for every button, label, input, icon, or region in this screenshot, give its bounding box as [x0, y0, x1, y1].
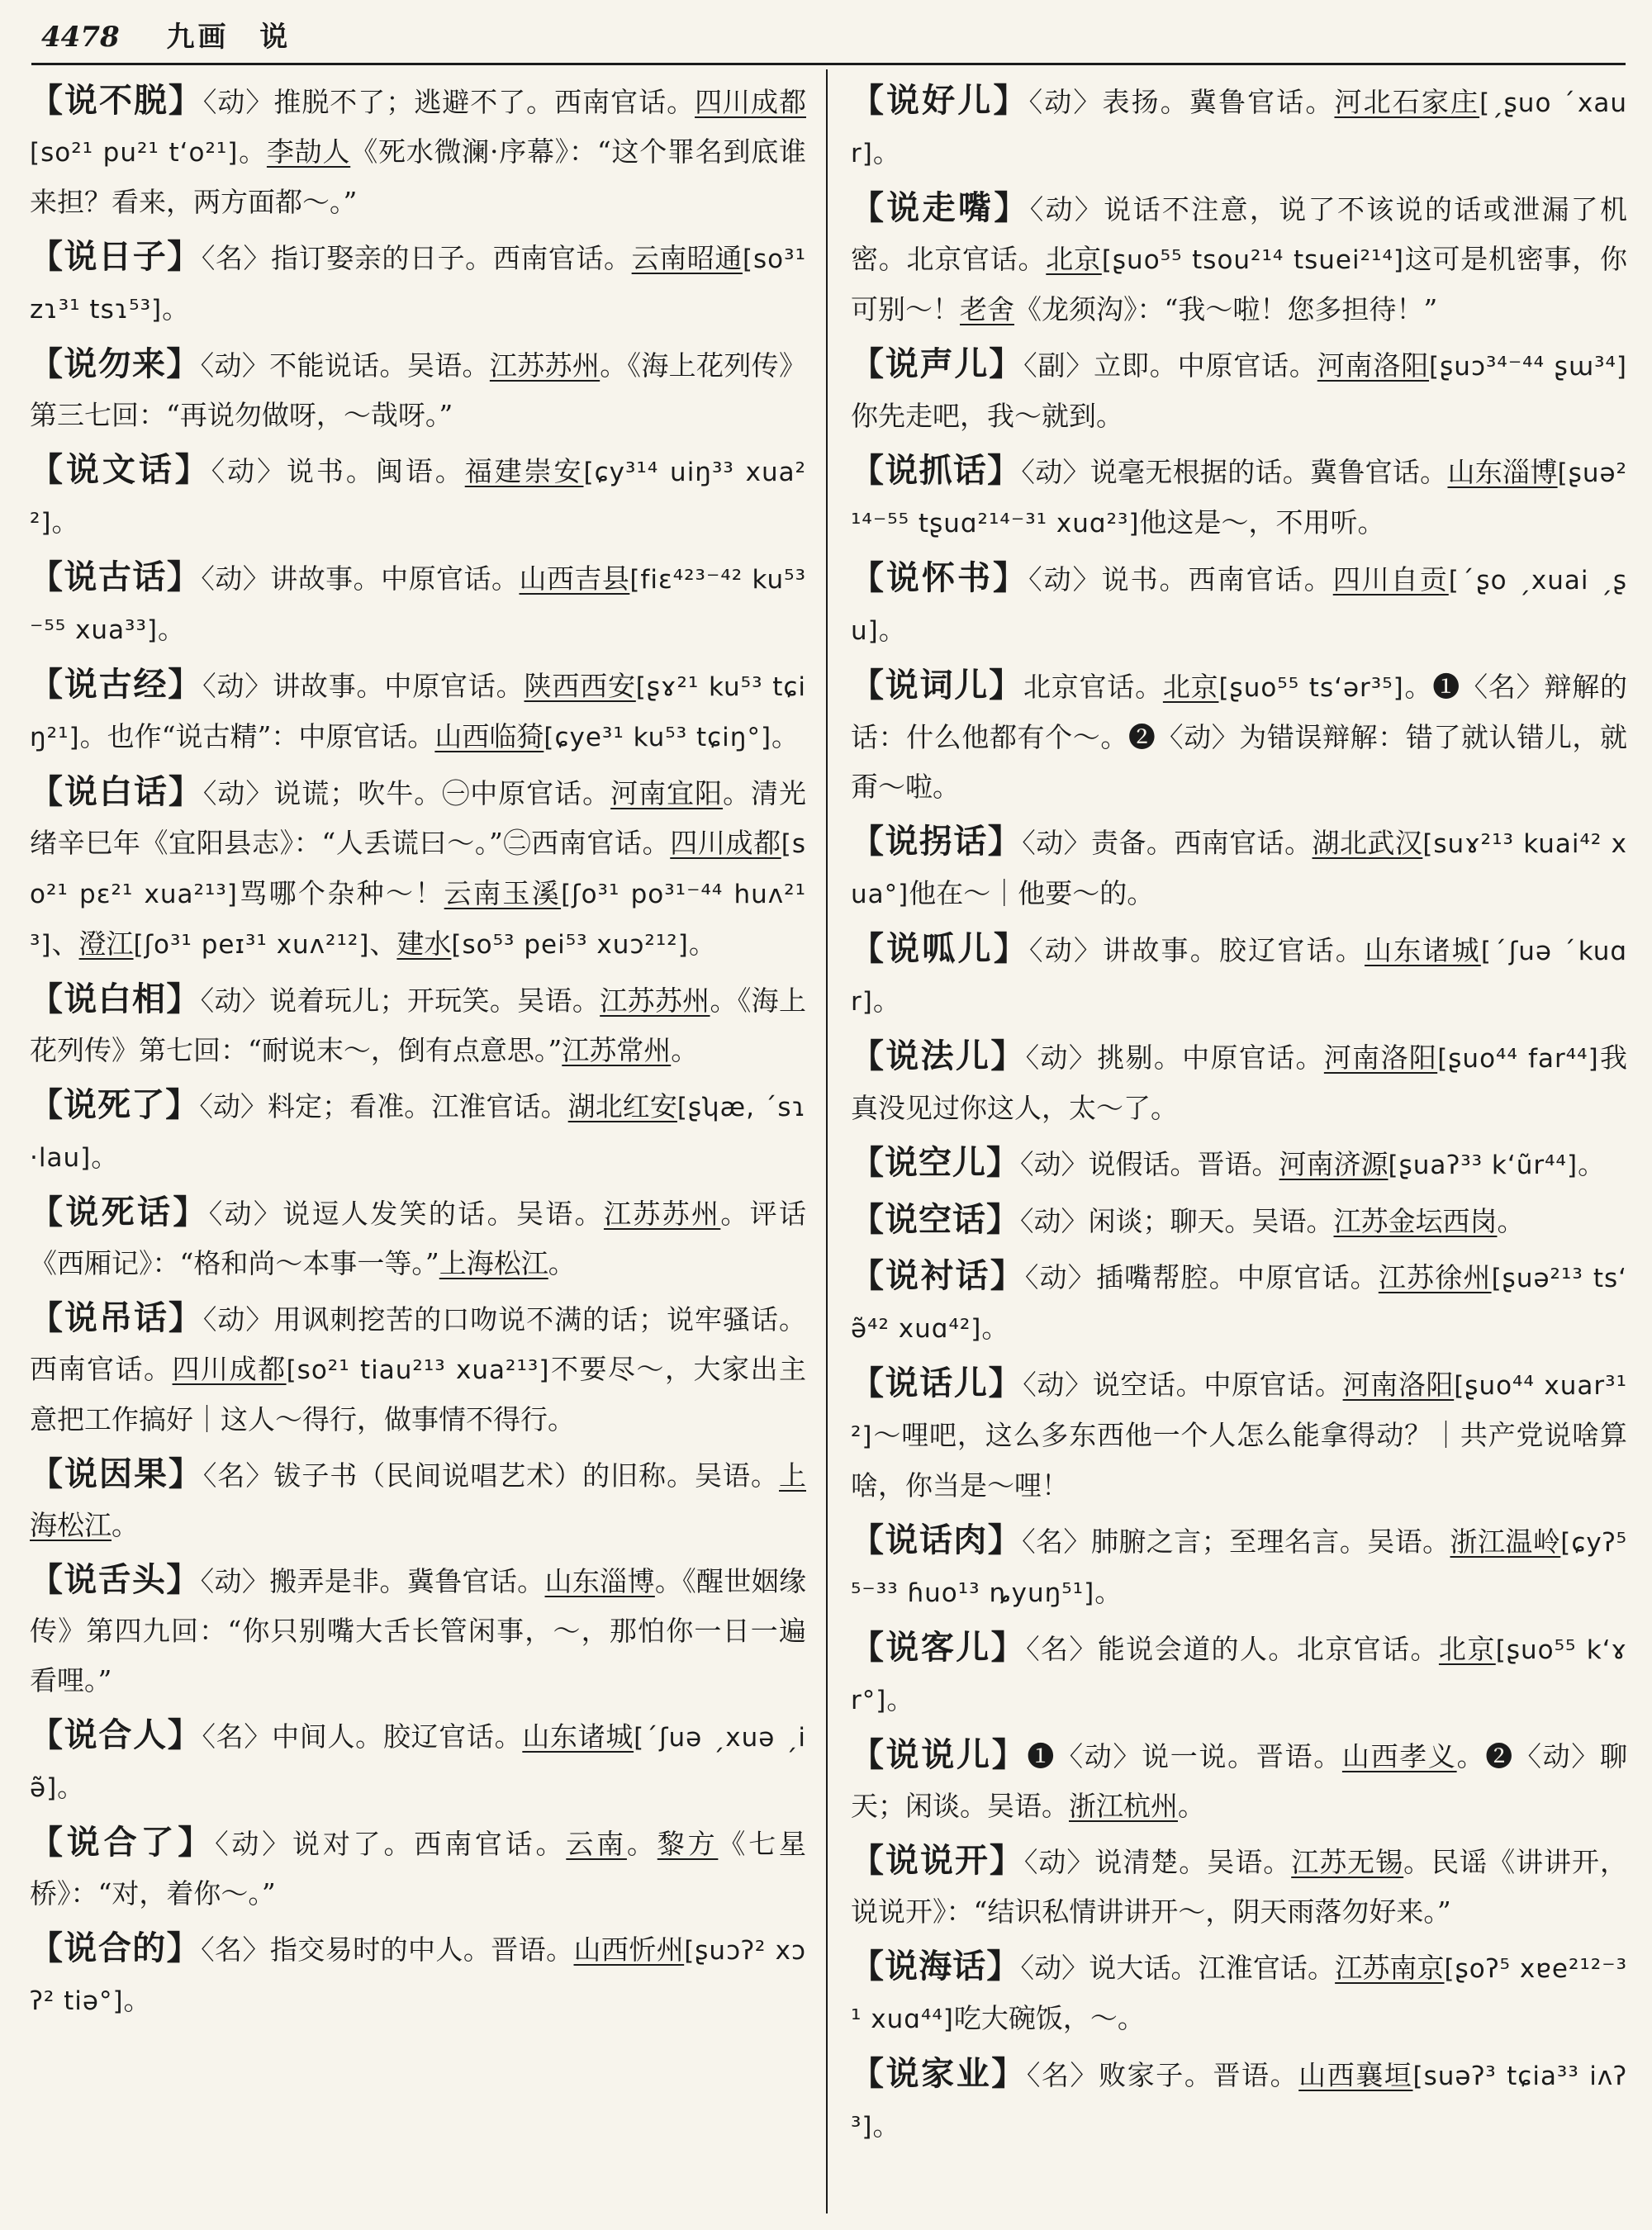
column-divider — [826, 69, 828, 2213]
phonetic-transcription: [ʂuə²¹³ tsʻə̃⁴² xuɑ⁴²] — [851, 1264, 1627, 1344]
right-column — [851, 76, 1627, 2215]
definition-text: 〈动〉推脱不了；逃避不了。西南官话。 — [202, 86, 695, 118]
place-name: 北京 — [1162, 671, 1219, 703]
header-rule — [31, 63, 1626, 65]
headword: 【说怀书】 — [851, 558, 1029, 597]
phonetic-transcription: [so²¹ tiau²¹³ xua²¹³] — [286, 1355, 550, 1385]
place-name: 河北石家庄 — [1334, 86, 1480, 118]
dictionary-entry — [851, 1623, 1627, 1725]
definition-text: 〈名〉败家子。晋语。 — [1026, 2059, 1299, 2091]
phonetic-transcription: [ˊʃuə ˏxuə ˏiə̃] — [30, 1723, 806, 1803]
headword: 【说衬话】 — [851, 1256, 1025, 1295]
definition-text: 。清光绪辛巳年《宜阳县志》：“人丢谎曰～。”㊁西南官话。 — [30, 777, 806, 859]
dictionary-entry — [30, 1450, 806, 1550]
definition-text: 。 — [1497, 1205, 1525, 1237]
place-name: 江苏徐州 — [1378, 1261, 1492, 1293]
headword: 【说不脱】 — [30, 81, 203, 120]
place-name: 江苏常州 — [562, 1034, 672, 1066]
dictionary-entry — [851, 553, 1627, 656]
place-name: 河南宜阳 — [610, 777, 724, 809]
definition-text: 〈名〉指交易时的中人。晋语。 — [201, 1933, 574, 1966]
headword: 【说说儿】 — [851, 1735, 1028, 1774]
definition-text: ～哩吧，这么多东西他一个人怎么能拿得动？｜共产党说啥算啥，你当是～哩！ — [851, 1419, 1627, 1502]
headword: 【说日子】 — [30, 237, 202, 276]
definition-text: 不要尽～，大家出主意把工作搞好｜这人～得行，做事情不得行。 — [30, 1353, 806, 1435]
definition-text: 〈动〉说话不注意，说了不该说的话或泄漏了机密。北京官话。 — [851, 193, 1627, 275]
headword: 【说话儿】 — [851, 1364, 1023, 1402]
headword: 【说死了】 — [30, 1085, 200, 1124]
phonetic-transcription: [ɕye³¹ ku⁵³ tɕiŋ°] — [544, 723, 772, 752]
dictionary-entry — [851, 183, 1627, 334]
definition-text: 〈动〉讲故事。胶辽官话。 — [1029, 934, 1365, 966]
definition-text: 。❷〈动〉聊天；闲谈。吴语。 — [851, 1740, 1627, 1822]
definition-text: 。 — [123, 1984, 151, 2016]
dictionary-entry — [30, 76, 806, 227]
definition-text: 《龙须沟》：“我～啦！您多担待！” — [1014, 293, 1438, 325]
definition-text: 〈动〉讲故事。中原官话。 — [201, 562, 520, 595]
definition-text: 〈动〉料定；看准。江淮官话。 — [199, 1090, 568, 1122]
place-name: 河南济源 — [1279, 1148, 1389, 1180]
dictionary-entry — [851, 2049, 1627, 2152]
phonetic-transcription: [ʂuo⁴⁴ xuar³¹²] — [851, 1371, 1627, 1451]
phonetic-transcription: [ʂuo⁵⁵ tsou²¹⁴ tsuei²¹⁴] — [1101, 245, 1404, 275]
dictionary-entry — [851, 339, 1627, 441]
section-character: 说 — [259, 21, 288, 54]
dictionary-entry — [30, 1080, 806, 1183]
headword: 【说家业】 — [851, 2054, 1027, 2093]
definition-text: 。 — [158, 613, 186, 645]
definition-text: 我真没见过你这人，太～了。 — [851, 1041, 1627, 1124]
phonetic-transcription: [ˊʃuə ˊkuɑr] — [851, 937, 1627, 1017]
place-name: 山西忻州 — [573, 1933, 685, 1966]
place-name: 江苏苏州 — [489, 349, 601, 382]
phonetic-transcription: [so³¹ zɿ³¹ tsɿ⁵³] — [30, 244, 806, 325]
dictionary-entry — [30, 1818, 806, 1919]
definition-text: 〈动〉表扬。冀鲁官话。 — [1028, 86, 1335, 118]
definition-text: 。 — [91, 1141, 119, 1173]
headword: 【说呱儿】 — [851, 929, 1030, 968]
place-name: 四川成都 — [695, 86, 806, 118]
headword: 【说合了】 — [30, 1823, 216, 1862]
phonetic-transcription: [ʃo³¹ peɪ³¹ xuʌ²¹²] — [133, 930, 370, 960]
definition-text: 。《海上花列传》第七回：“耐说末～，倒有点意思。” — [30, 985, 806, 1066]
definition-text: 。 — [872, 136, 900, 168]
place-name: 北京 — [1046, 243, 1102, 275]
phonetic-transcription: [suəʔ³ tɕia³³ iʌʔ³] — [851, 2062, 1627, 2142]
dictionary-entry — [851, 1251, 1627, 1354]
definition-text: 。 — [886, 1683, 914, 1715]
definition-text: 〈名〉中间人。胶辽官话。 — [202, 1720, 523, 1753]
place-name: 山西襄垣 — [1298, 2059, 1413, 2091]
definition-text: 。 — [51, 505, 79, 538]
headword: 【说合人】 — [30, 1715, 202, 1754]
place-name: 河南洛阳 — [1342, 1369, 1455, 1401]
place-name: 黎方 — [657, 1828, 719, 1860]
definition-text: 。 — [872, 985, 900, 1017]
headword: 【说白话】 — [30, 772, 203, 811]
dictionary-entry — [30, 232, 806, 334]
dictionary-entry — [851, 76, 1627, 178]
definition-text: “这个罪名到底谁来担？看来，两方面都～。” — [30, 135, 806, 218]
phonetic-transcription: [so²¹ pɛ²¹ xua²¹³] — [30, 829, 806, 909]
phonetic-transcription: [ɕy³¹⁴ uiŋ³³ xua²²] — [30, 458, 806, 538]
definition-text: 《七星桥》：“对，着你～。” — [30, 1828, 806, 1910]
definition-text: 。 — [1178, 1790, 1205, 1822]
headword: 【说抓话】 — [851, 451, 1022, 490]
headword: 【说海话】 — [851, 1947, 1021, 1986]
definition-text: 〈动〉说清楚。吴语。 — [1023, 1846, 1292, 1878]
definition-text: 吃大碗饭，～。 — [953, 2002, 1145, 2034]
headword: 【说死话】 — [30, 1193, 209, 1231]
definition-text: 〈动〉说逗人发笑的话。吴语。 — [208, 1198, 604, 1230]
dictionary-entry — [851, 1359, 1627, 1511]
definition-text: 〈动〉讲故事。中原官话。 — [202, 670, 525, 702]
place-name: 上海松江 — [439, 1247, 548, 1279]
definition-text: 〈动〉说空话。中原官话。 — [1023, 1369, 1343, 1401]
place-name: 云南昭通 — [631, 242, 743, 274]
definition-text: 〈名〉钹子书（民间说唱艺术）的旧称。吴语。 — [202, 1459, 780, 1492]
dictionary-entry — [851, 1138, 1627, 1190]
place-name: 四川成都 — [172, 1353, 287, 1385]
headword: 【说空儿】 — [851, 1143, 1020, 1182]
dictionary-entry — [851, 446, 1627, 548]
phonetic-transcription: [ʂuo⁵⁵ tsʻər³⁵] — [1218, 673, 1404, 703]
place-name: 四川成都 — [670, 827, 781, 859]
phonetic-transcription: [ˏʂuo ˊxaur] — [851, 88, 1627, 168]
dictionary-entry — [30, 1710, 806, 1813]
definition-text: 〈名〉肺腑之言；至理名言。吴语。 — [1022, 1525, 1450, 1558]
definition-text: 《死水微澜·序幕》： — [350, 135, 597, 168]
phonetic-transcription: [ˊʂo ˏxuai ˏʂu] — [851, 566, 1627, 646]
page-number: 4478 — [41, 21, 120, 54]
dictionary-entry — [30, 767, 806, 970]
place-name: 云南 — [566, 1828, 627, 1860]
dictionary-entry — [851, 924, 1627, 1027]
definition-text: 。 — [57, 1771, 85, 1803]
place-name: 澄江 — [78, 928, 134, 960]
headword: 【说好儿】 — [851, 81, 1029, 120]
headword: 【说词儿】 — [851, 666, 1023, 705]
phonetic-transcription: [ʂuɔʔ² xɔʔ² tiə°] — [30, 1936, 806, 2016]
definition-text: 〈动〉说毫无根据的话。冀鲁官话。 — [1021, 456, 1448, 488]
place-name: 浙江杭州 — [1069, 1790, 1178, 1822]
definition-text: 〈动〉说书。闽语。 — [211, 455, 465, 487]
place-name: 山东诸城 — [522, 1720, 634, 1753]
definition-text: 〈名〉能说会道的人。北京官话。 — [1026, 1633, 1439, 1665]
dictionary-entry — [30, 339, 806, 440]
definition-text: 。 — [548, 1247, 576, 1279]
definition-text: 〈动〉说书。西南官话。 — [1028, 563, 1333, 595]
dictionary-entry — [851, 1195, 1627, 1246]
headword: 【说古话】 — [30, 558, 202, 596]
dictionary-entry — [30, 1293, 806, 1445]
phonetic-transcription: [so⁵³ pei⁵³ xuɔ²¹²] — [451, 930, 689, 960]
place-name: 江苏苏州 — [603, 1198, 721, 1230]
phonetic-transcription: [ʂʮæ, ˊsɿ ·lau] — [30, 1093, 806, 1173]
definition-text: 骂哪个杂种～！ — [237, 877, 444, 909]
place-name: 上海松江 — [30, 1459, 806, 1541]
place-name: 建水 — [396, 928, 452, 960]
definition-text: 你先走吧，我～就到。 — [851, 400, 1123, 432]
section-title: 九画 — [166, 21, 230, 54]
phonetic-transcription: [ɕyʔ⁵⁵⁻³³ ɦuo¹³ ȵyuŋ⁵¹] — [851, 1528, 1627, 1608]
dictionary-entry — [851, 1942, 1627, 2044]
definition-text: 〈动〉说对了。西南官话。 — [215, 1828, 567, 1860]
place-name: 湖北红安 — [567, 1090, 677, 1122]
definition-text: 〈动〉用讽刺挖苦的口吻说不满的话；说牢骚话。西南官话。 — [30, 1303, 806, 1385]
phonetic-transcription: [ʂuaʔ³³ kʻũr⁴⁴] — [1388, 1151, 1578, 1180]
place-name: 江苏南京 — [1335, 1952, 1445, 1984]
definition-text: 〈副〉立即。中原官话。 — [1023, 349, 1317, 382]
phonetic-transcription: [ʂoʔ⁵ xɐe²¹²⁻³¹ xuɑ⁴⁴] — [851, 1954, 1627, 2034]
phonetic-transcription: [ʂuɔ³⁴⁻⁴⁴ ʂɯ³⁴] — [1429, 352, 1627, 382]
dictionary-entry — [851, 1836, 1627, 1937]
definition-text: 〈动〉说谎；吹牛。㊀中原官话。 — [202, 777, 611, 809]
place-name: 山西孝义 — [1341, 1740, 1457, 1772]
definition-text: 他这是～，不用听。 — [1139, 506, 1385, 539]
place-name: 山东诸城 — [1364, 934, 1481, 966]
place-name: 李劼人 — [266, 135, 351, 168]
definition-text: 。 — [671, 1034, 699, 1066]
headword: 【说说开】 — [851, 1841, 1024, 1880]
place-name: 山东淄博 — [1447, 456, 1558, 488]
place-name: 江苏苏州 — [600, 985, 710, 1017]
phonetic-transcription: [ʂuo⁵⁵ kʻɤr°] — [851, 1635, 1627, 1715]
definition-text: 〈动〉闲谈；聊天。吴语。 — [1020, 1205, 1334, 1237]
definition-text: 。 — [688, 928, 716, 960]
headword: 【说合的】 — [30, 1929, 202, 1967]
dictionary-entry — [851, 817, 1627, 919]
place-name: 老舍 — [960, 293, 1014, 325]
headword: 【说白相】 — [30, 980, 201, 1018]
dictionary-entry — [30, 1555, 806, 1706]
place-name: 山西临猗 — [434, 720, 544, 752]
definition-text: 这可是机密事，你可别～！ — [851, 243, 1627, 325]
running-head — [41, 18, 1627, 56]
dictionary-entry — [851, 661, 1627, 812]
definition-text: 〈动〉不能说话。吴语。 — [200, 349, 490, 382]
definition-text: 。《醒世姻缘传》第四九回：“你只别嘴大舌长管闲事，～，那怕你一日一遍看哩。” — [30, 1565, 806, 1696]
place-name: 湖北武汉 — [1312, 827, 1423, 859]
definition-text: 。也作“说古精”：中原官话。 — [79, 720, 435, 752]
definition-text: 。 — [1578, 1148, 1606, 1180]
phonetic-transcription: [ʂuə²¹⁴⁻⁵⁵ tʂuɑ²¹⁴⁻³¹ xuɑ²³] — [851, 458, 1627, 539]
headword: 【说舌头】 — [30, 1560, 201, 1599]
definition-text: 。 — [162, 292, 190, 325]
place-name: 河南洛阳 — [1323, 1041, 1438, 1074]
definition-text: 、 — [369, 928, 397, 960]
definition-text: 。《海上花列传》第三七回：“再说勿做呀，～哉呀。” — [30, 349, 806, 431]
definition-text: 。 — [626, 1828, 657, 1860]
definition-text: 。 — [878, 614, 906, 646]
definition-text: 、 — [51, 928, 79, 960]
dictionary-entry — [30, 553, 806, 655]
headword: 【说法儿】 — [851, 1037, 1026, 1075]
definition-text: 〈动〉插嘴帮腔。中原官话。 — [1024, 1261, 1379, 1293]
definition-text: 〈动〉说着玩儿；开玩笑。吴语。 — [200, 985, 601, 1017]
definition-text: 〈动〉搬弄是非。冀鲁官话。 — [200, 1565, 545, 1597]
phonetic-transcription: [ʂuo⁴⁴ far⁴⁴] — [1437, 1044, 1599, 1074]
definition-text: 〈动〉说假话。晋语。 — [1020, 1148, 1279, 1180]
definition-text: 。 — [238, 135, 267, 168]
definition-text: 他在～｜他要～的。 — [909, 877, 1155, 909]
phonetic-transcription: [ʃo³¹ po³¹⁻⁴⁴ huʌ²¹³] — [30, 880, 806, 960]
left-column — [30, 76, 806, 2215]
definition-text: 。 — [1094, 1576, 1123, 1608]
place-name: 浙江温岭 — [1450, 1525, 1561, 1558]
headword: 【说拐话】 — [851, 822, 1023, 861]
headword: 【说走嘴】 — [851, 188, 1030, 227]
headword: 【说文话】 — [30, 450, 211, 489]
dictionary-entry — [30, 445, 806, 548]
definition-text: 。民谣《讲讲开，说说开》：“结识私情讲讲开～，阴天雨落勿好来。” — [851, 1846, 1627, 1928]
place-name: 江苏金坛西岗 — [1333, 1205, 1498, 1237]
definition-text: 。 — [771, 720, 800, 752]
dictionary-entry — [851, 1730, 1627, 1831]
phonetic-transcription: [so²¹ pu²¹ tʻo²¹] — [30, 138, 239, 168]
place-name: 河南洛阳 — [1317, 349, 1430, 382]
headword: 【说声儿】 — [851, 344, 1024, 383]
phonetic-transcription: [ʂɤ²¹ ku⁵³ tɕiŋ²¹] — [30, 672, 806, 752]
headword: 【说吊话】 — [30, 1298, 203, 1337]
definition-text: 。 — [112, 1509, 139, 1541]
place-name: 江苏无锡 — [1291, 1846, 1404, 1878]
place-name: 北京 — [1438, 1633, 1496, 1665]
phonetic-transcription: [suɤ²¹³ kuai⁴² xua°] — [851, 829, 1627, 909]
dictionary-entry — [851, 1516, 1627, 1618]
definition-text: 。评话《西厢记》：“格和尚～本事一等。” — [30, 1198, 806, 1279]
phonetic-transcription: [fiɛ⁴²³⁻⁴² ku⁵³⁻⁵⁵ xua³³] — [30, 565, 806, 645]
dictionary-entry — [851, 1032, 1627, 1133]
place-name: 云南玉溪 — [444, 877, 562, 909]
dictionary-entry — [30, 660, 806, 762]
definition-text: 〈动〉说大话。江淮官话。 — [1020, 1952, 1336, 1984]
headword: 【说因果】 — [30, 1454, 203, 1493]
definition-text: 北京官话。 — [1023, 671, 1163, 703]
definition-text: ❶〈动〉说一说。晋语。 — [1027, 1740, 1342, 1772]
definition-text: 。❶〈名〉辩解的话：什么他都有个～。❷〈动〉为错误辩解：错了就认错儿，就甭～啦。 — [851, 671, 1627, 803]
place-name: 山西吉县 — [519, 562, 630, 595]
definition-text: 〈动〉挑剔。中原官话。 — [1025, 1041, 1324, 1074]
place-name: 山东淄博 — [544, 1565, 655, 1597]
dictionary-entry — [30, 1188, 806, 1288]
place-name: 陕西西安 — [524, 670, 636, 702]
headword: 【说古经】 — [30, 665, 203, 704]
definition-text: 〈动〉责备。西南官话。 — [1022, 827, 1313, 859]
dictionary-entry — [30, 975, 806, 1075]
definition-text: 。 — [872, 2109, 900, 2142]
headword: 【说空话】 — [851, 1200, 1020, 1239]
headword: 【说勿来】 — [30, 344, 201, 383]
headword: 【说话肉】 — [851, 1521, 1023, 1559]
dictionary-entry — [30, 1924, 806, 2026]
definition-text: 〈名〉指订娶亲的日子。西南官话。 — [201, 242, 632, 274]
place-name: 四川自贡 — [1332, 563, 1449, 595]
headword: 【说客儿】 — [851, 1628, 1027, 1667]
place-name: 福建崇安 — [464, 455, 584, 487]
definition-text: 。 — [981, 1312, 1009, 1344]
